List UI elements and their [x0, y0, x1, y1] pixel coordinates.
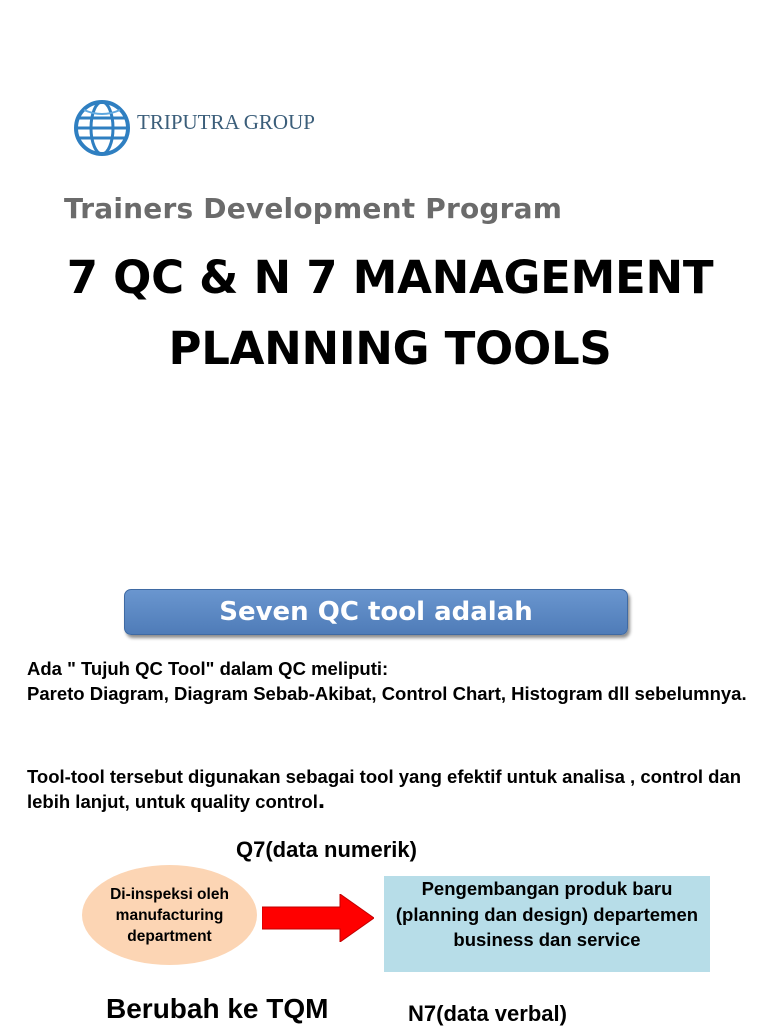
tqm-label: Berubah ke TQM: [106, 993, 329, 1024]
intro-paragraph: [27, 657, 752, 706]
n7-label: N7(data verbal): [408, 1001, 567, 1026]
page-title-line2: PLANNING TOOLS: [168, 322, 612, 375]
usage-period: .: [317, 783, 326, 814]
globe-icon: [72, 98, 132, 158]
inspection-text: Di-inspeksi oleh manufacturing department: [110, 885, 229, 945]
usage-paragraph: [27, 765, 752, 814]
right-arrow-icon: [262, 894, 374, 942]
usage-text: Tool-tool tersebut digunakan sebagai tool yang efektif untuk analisa , control dan lebih lanjut, untuk quality control: [27, 766, 742, 812]
company-name: TRIPUTRA GROUP: [137, 110, 315, 134]
inspection-ellipse: [82, 865, 257, 965]
development-box: Pengembangan produk baru (planning dan design) departemen business dan service: [384, 876, 710, 972]
intro-line: Ada " Tujuh QC Tool" dalam QC meliputi:: [27, 658, 389, 679]
q7-label: Q7(data numerik): [236, 837, 417, 862]
section-banner: Seven QC tool adalah: [124, 589, 628, 635]
program-subtitle: Trainers Development Program: [64, 192, 563, 225]
tools-list-text: Pareto Diagram, Diagram Sebab-Akibat, Control Chart, Histogram dll sebelumnya.: [27, 682, 747, 704]
page-title-line1: 7 QC & N 7 MANAGEMENT: [66, 251, 714, 304]
